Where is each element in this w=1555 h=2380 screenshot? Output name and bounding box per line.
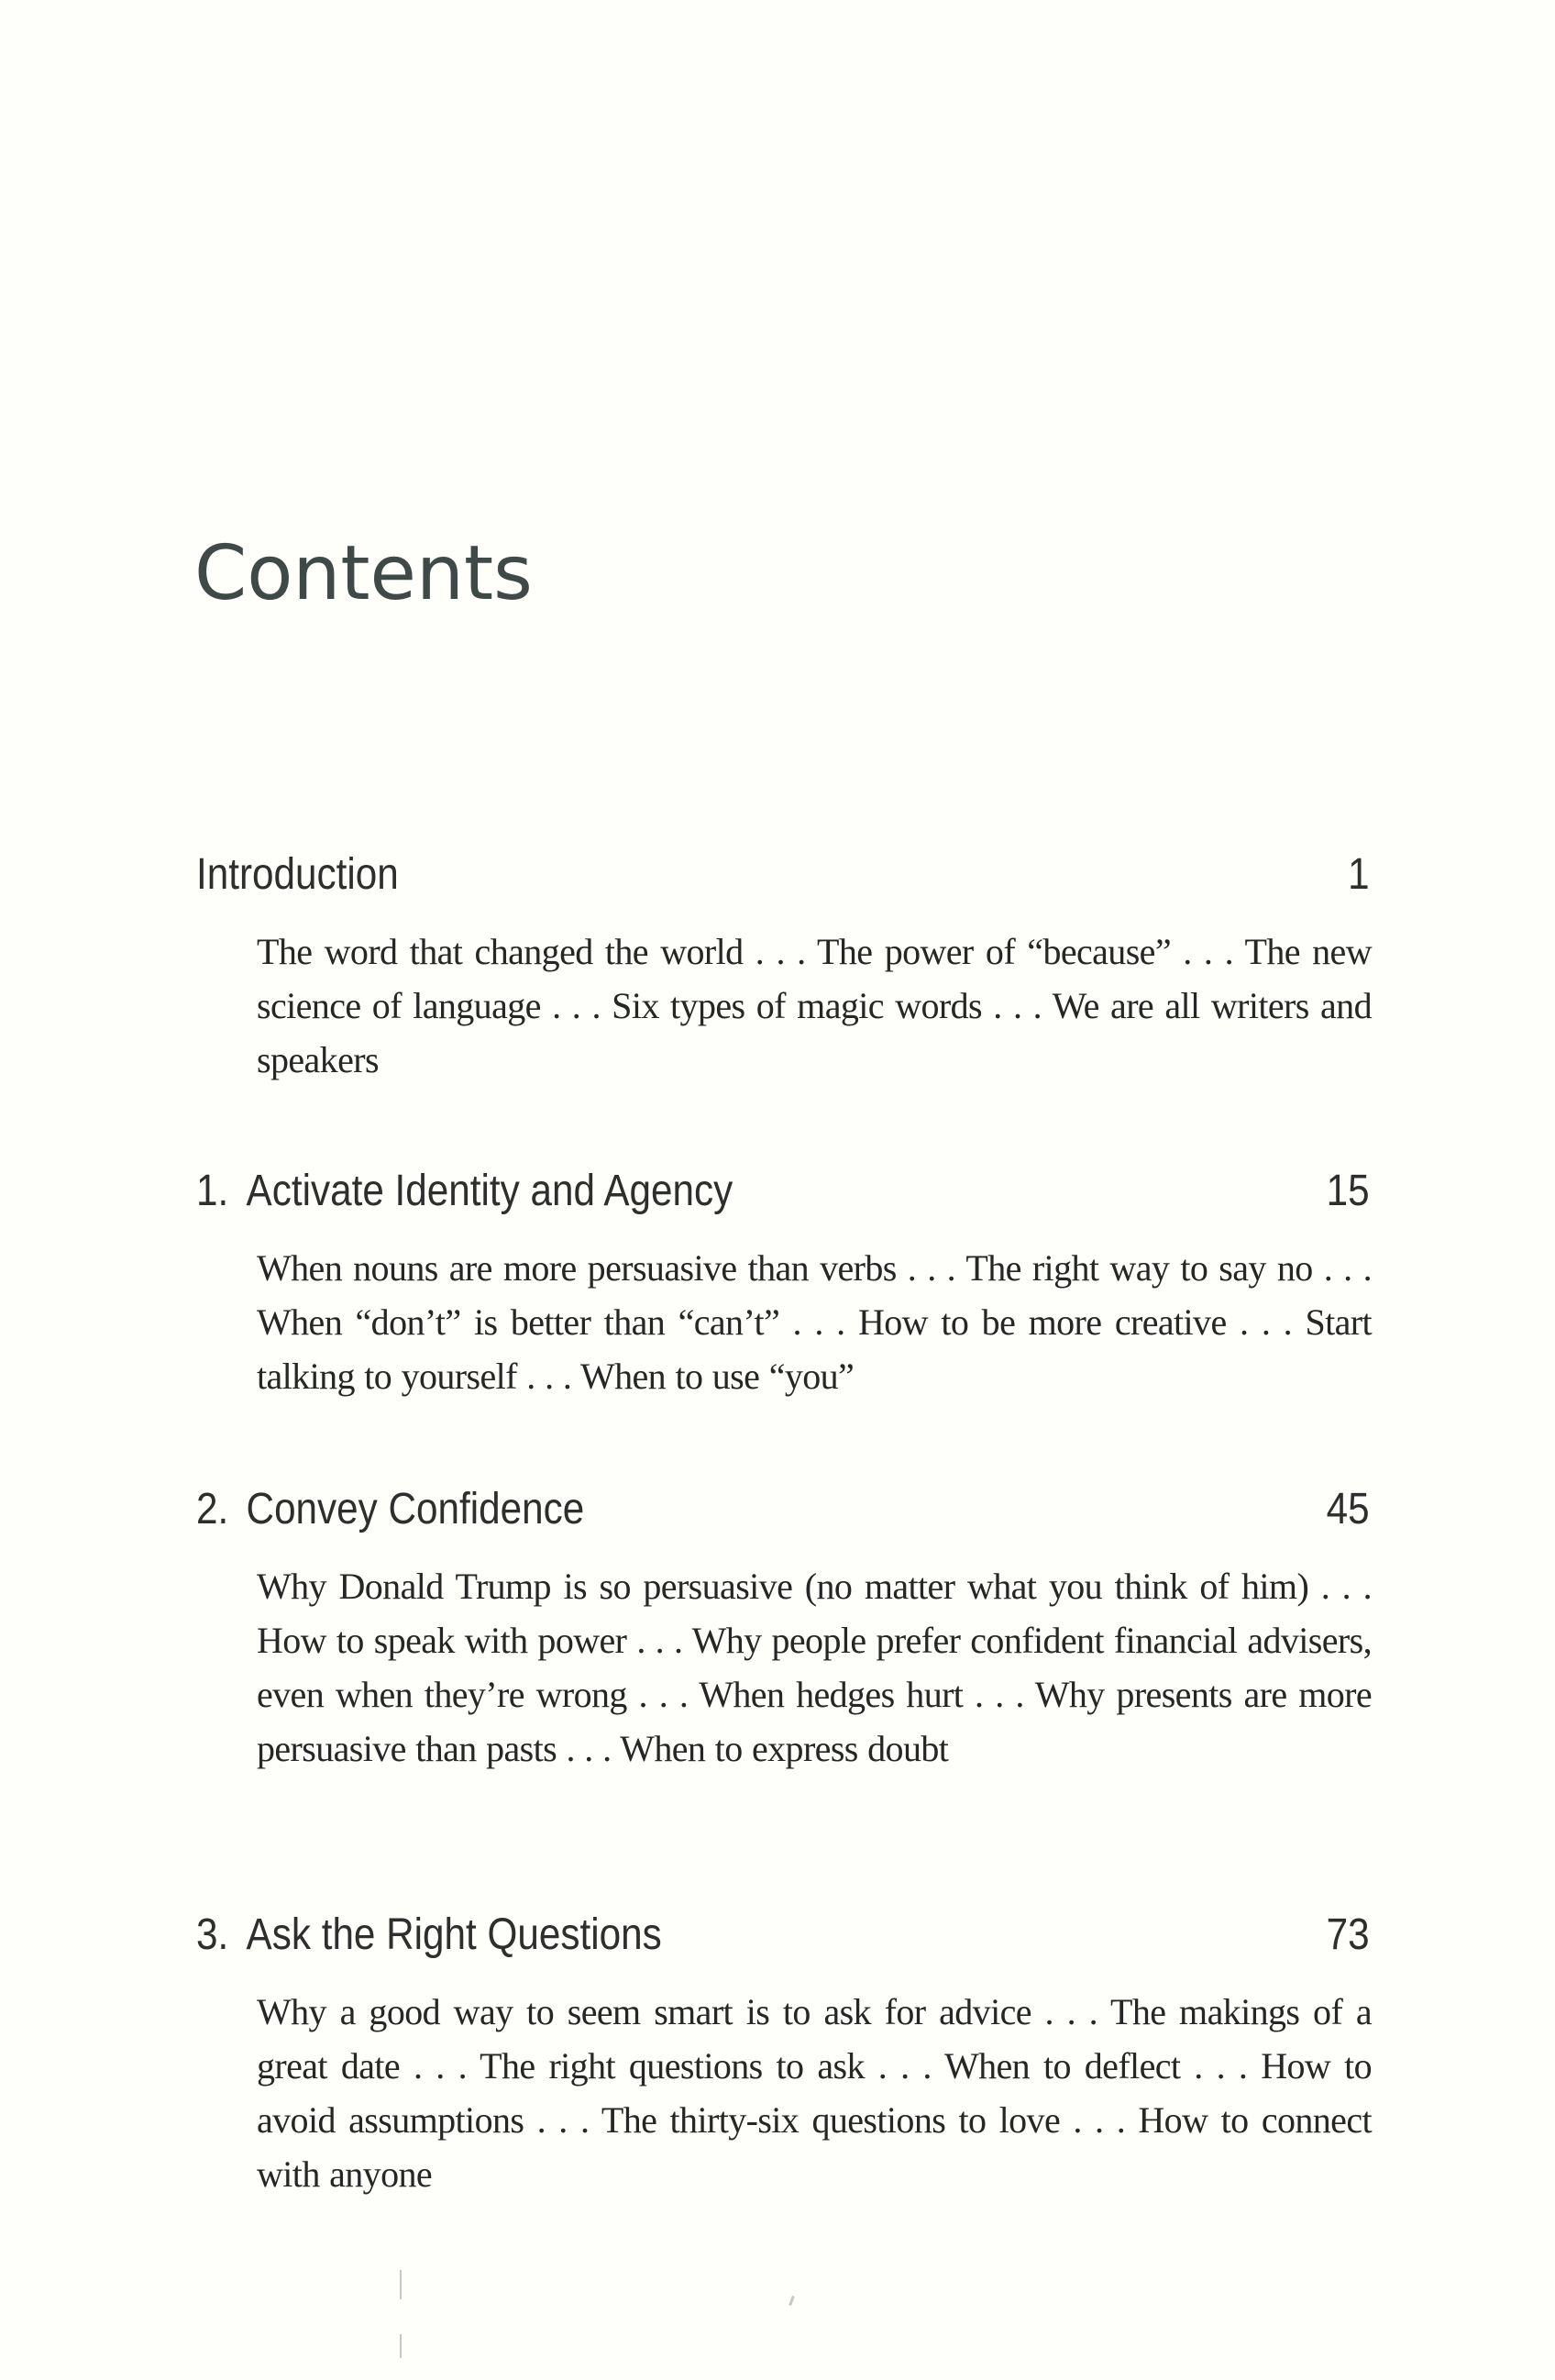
toc-entry-chapter-2[interactable]	[196, 1485, 1372, 1776]
toc-entry-page-number: 45	[1326, 1485, 1370, 1533]
toc-entry-number: 3.	[196, 1910, 229, 1959]
scan-artifact-line	[400, 2334, 402, 2358]
toc-entry-introduction[interactable]	[196, 850, 1372, 1087]
toc-entry-number: 1.	[196, 1167, 229, 1215]
toc-entry-heading	[196, 850, 1370, 899]
toc-entry-title: Convey Confidence	[246, 1485, 585, 1533]
toc-entry-heading	[196, 1485, 1370, 1533]
toc-entry-number: 2.	[196, 1485, 229, 1533]
page-title: Contents	[194, 530, 533, 617]
toc-entry-description: Why a good way to seem smart is to ask for advice . . . The makings of a great date . . . The right questions to ask . . . When to deflect . . . How to avoid assumptions . . . The thirty-six questions to love . . . How to connect with anyone	[257, 1991, 1372, 2195]
toc-entry-title: Ask the Right Questions	[246, 1910, 662, 1959]
toc-entry-heading	[196, 1910, 1370, 1959]
toc-entry-page-number: 15	[1326, 1167, 1370, 1215]
toc-entry-description: When nouns are more persuasive than verbs . . . The right way to say no . . . When “don’t” is better than “can’t” . . . How to be more creative . . . Start talking to yourself . . . When to use “you”	[257, 1247, 1372, 1397]
scan-artifact-mark	[789, 2296, 795, 2306]
toc-entry-page-number: 1	[1348, 850, 1370, 899]
toc-entry-chapter-3[interactable]	[196, 1910, 1372, 2201]
toc-entry-title: Activate Identity and Agency	[246, 1167, 733, 1215]
toc-entry-description: Why Donald Trump is so persuasive (no matter what you think of him) . . . How to speak with power . . . Why people prefer confident financial advisers, even when they’re wrong . . . When hedges hurt . . . Why presents are more persuasive than pasts . . . When to express doubt	[257, 1566, 1372, 1769]
toc-entry-description: The word that changed the world . . . The power of “because” . . . The new science of language . . . Six types of magic words . . . We are all writers and speakers	[257, 931, 1372, 1080]
scan-artifact-line	[400, 2270, 402, 2299]
toc-entry-page-number: 73	[1326, 1910, 1370, 1959]
toc-entry-title: Introduction	[196, 850, 399, 899]
toc-entry-heading	[196, 1169, 1370, 1213]
toc-entry-chapter-1[interactable]	[196, 1169, 1370, 1403]
